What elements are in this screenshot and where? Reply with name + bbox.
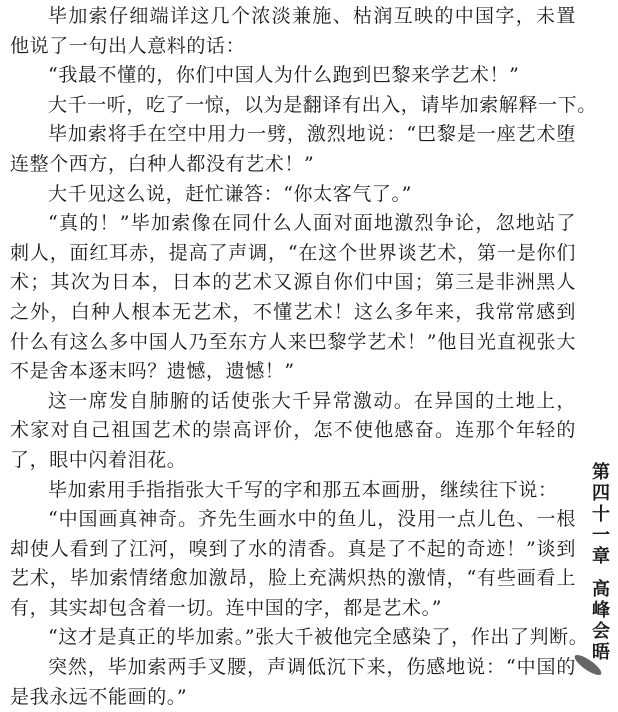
text-line: 连整个西方，白种人都没有艺术！” <box>10 152 315 175</box>
text-line: “中国画真神奇。齐先生画水中的鱼儿，没用一点儿色、一根 <box>48 508 576 531</box>
text-line: 这一席发自肺腑的话使张大千异常激动。在异国的土地上， <box>48 389 576 412</box>
text-line: 他说了一句出人意料的话： <box>10 34 246 57</box>
text-line: 大千一听，吃了一惊，以为是翻译有出入，请毕加索解释一下。 <box>48 93 597 116</box>
paragraph <box>10 91 597 121</box>
chapter-number: 第四十一章 <box>592 462 610 567</box>
paragraph <box>10 505 576 623</box>
text-line: 之外，白种人根本无艺术，不懂艺术！这么多年来，我常常感到 <box>10 300 576 323</box>
paragraph <box>10 623 589 653</box>
text-line: “这才是真正的毕加索。”张大千被他完全感染了，作出了判断。 <box>48 626 589 649</box>
text-line: 刺人，面红耳赤，提高了声调，“在这个世界谈艺术，第一是你们 <box>10 241 576 264</box>
paragraph <box>10 61 576 91</box>
text-line: 大千见这么说，赶忙谦答：“你太客气了。” <box>48 182 412 205</box>
paragraph <box>10 387 576 476</box>
text-line: 却使人看到了江河，嗅到了水的清香。真是了不起的奇迹！”谈到 <box>10 537 576 560</box>
page-body-text <box>10 2 597 712</box>
paragraph <box>10 120 576 179</box>
text-line: 什么有这么多中国人乃至东方人来巴黎学艺术！”他目光直视张大 <box>10 330 576 353</box>
paragraph <box>10 2 576 61</box>
text-line: 不是舍本逐末吗？遗憾，遗憾！” <box>10 360 295 383</box>
paragraph <box>10 209 576 387</box>
text-line: 了，眼中闪着泪花。 <box>10 448 187 471</box>
text-line: 艺术，毕加索情绪愈加激昂，脸上充满炽热的激情，“有些画看上 <box>10 567 576 590</box>
text-line: “我最不懂的，你们中国人为什么跑到巴黎来学艺术！” <box>48 64 520 87</box>
text-line: 毕加索将手在空中用力一劈，激烈地说：“巴黎是一座艺术堕 <box>48 123 576 146</box>
text-line: 术；其次为日本，日本的艺术又源自你们中国；第三是非洲黑人 <box>10 271 576 294</box>
chapter-title: 高峰会晤 <box>592 579 610 663</box>
text-line: 突然，毕加索两手叉腰，声调低沉下来，伤感地说：“中国的 <box>48 656 576 679</box>
paragraph <box>10 476 576 506</box>
paragraph <box>10 653 576 712</box>
text-line: 毕加索仔细端详这几个浓淡兼施、枯润互映的中国字，未置 <box>48 5 576 27</box>
text-line: 有，其实却包含着一切。连中国的字，都是艺术。” <box>10 596 443 619</box>
running-head <box>591 462 611 663</box>
text-line: 术家对自己祖国艺术的崇高评价，怎不使他感奋。连那个年轻的 <box>10 419 576 442</box>
paragraph <box>10 180 576 210</box>
text-line: 毕加索用手指指张大千写的字和那五本画册，继续往下说： <box>48 478 558 501</box>
text-line: 是我永远不能画的。” <box>10 685 188 708</box>
text-line: “真的！”毕加索像在同什么人面对面地激烈争论，忽地站了 <box>48 212 576 235</box>
